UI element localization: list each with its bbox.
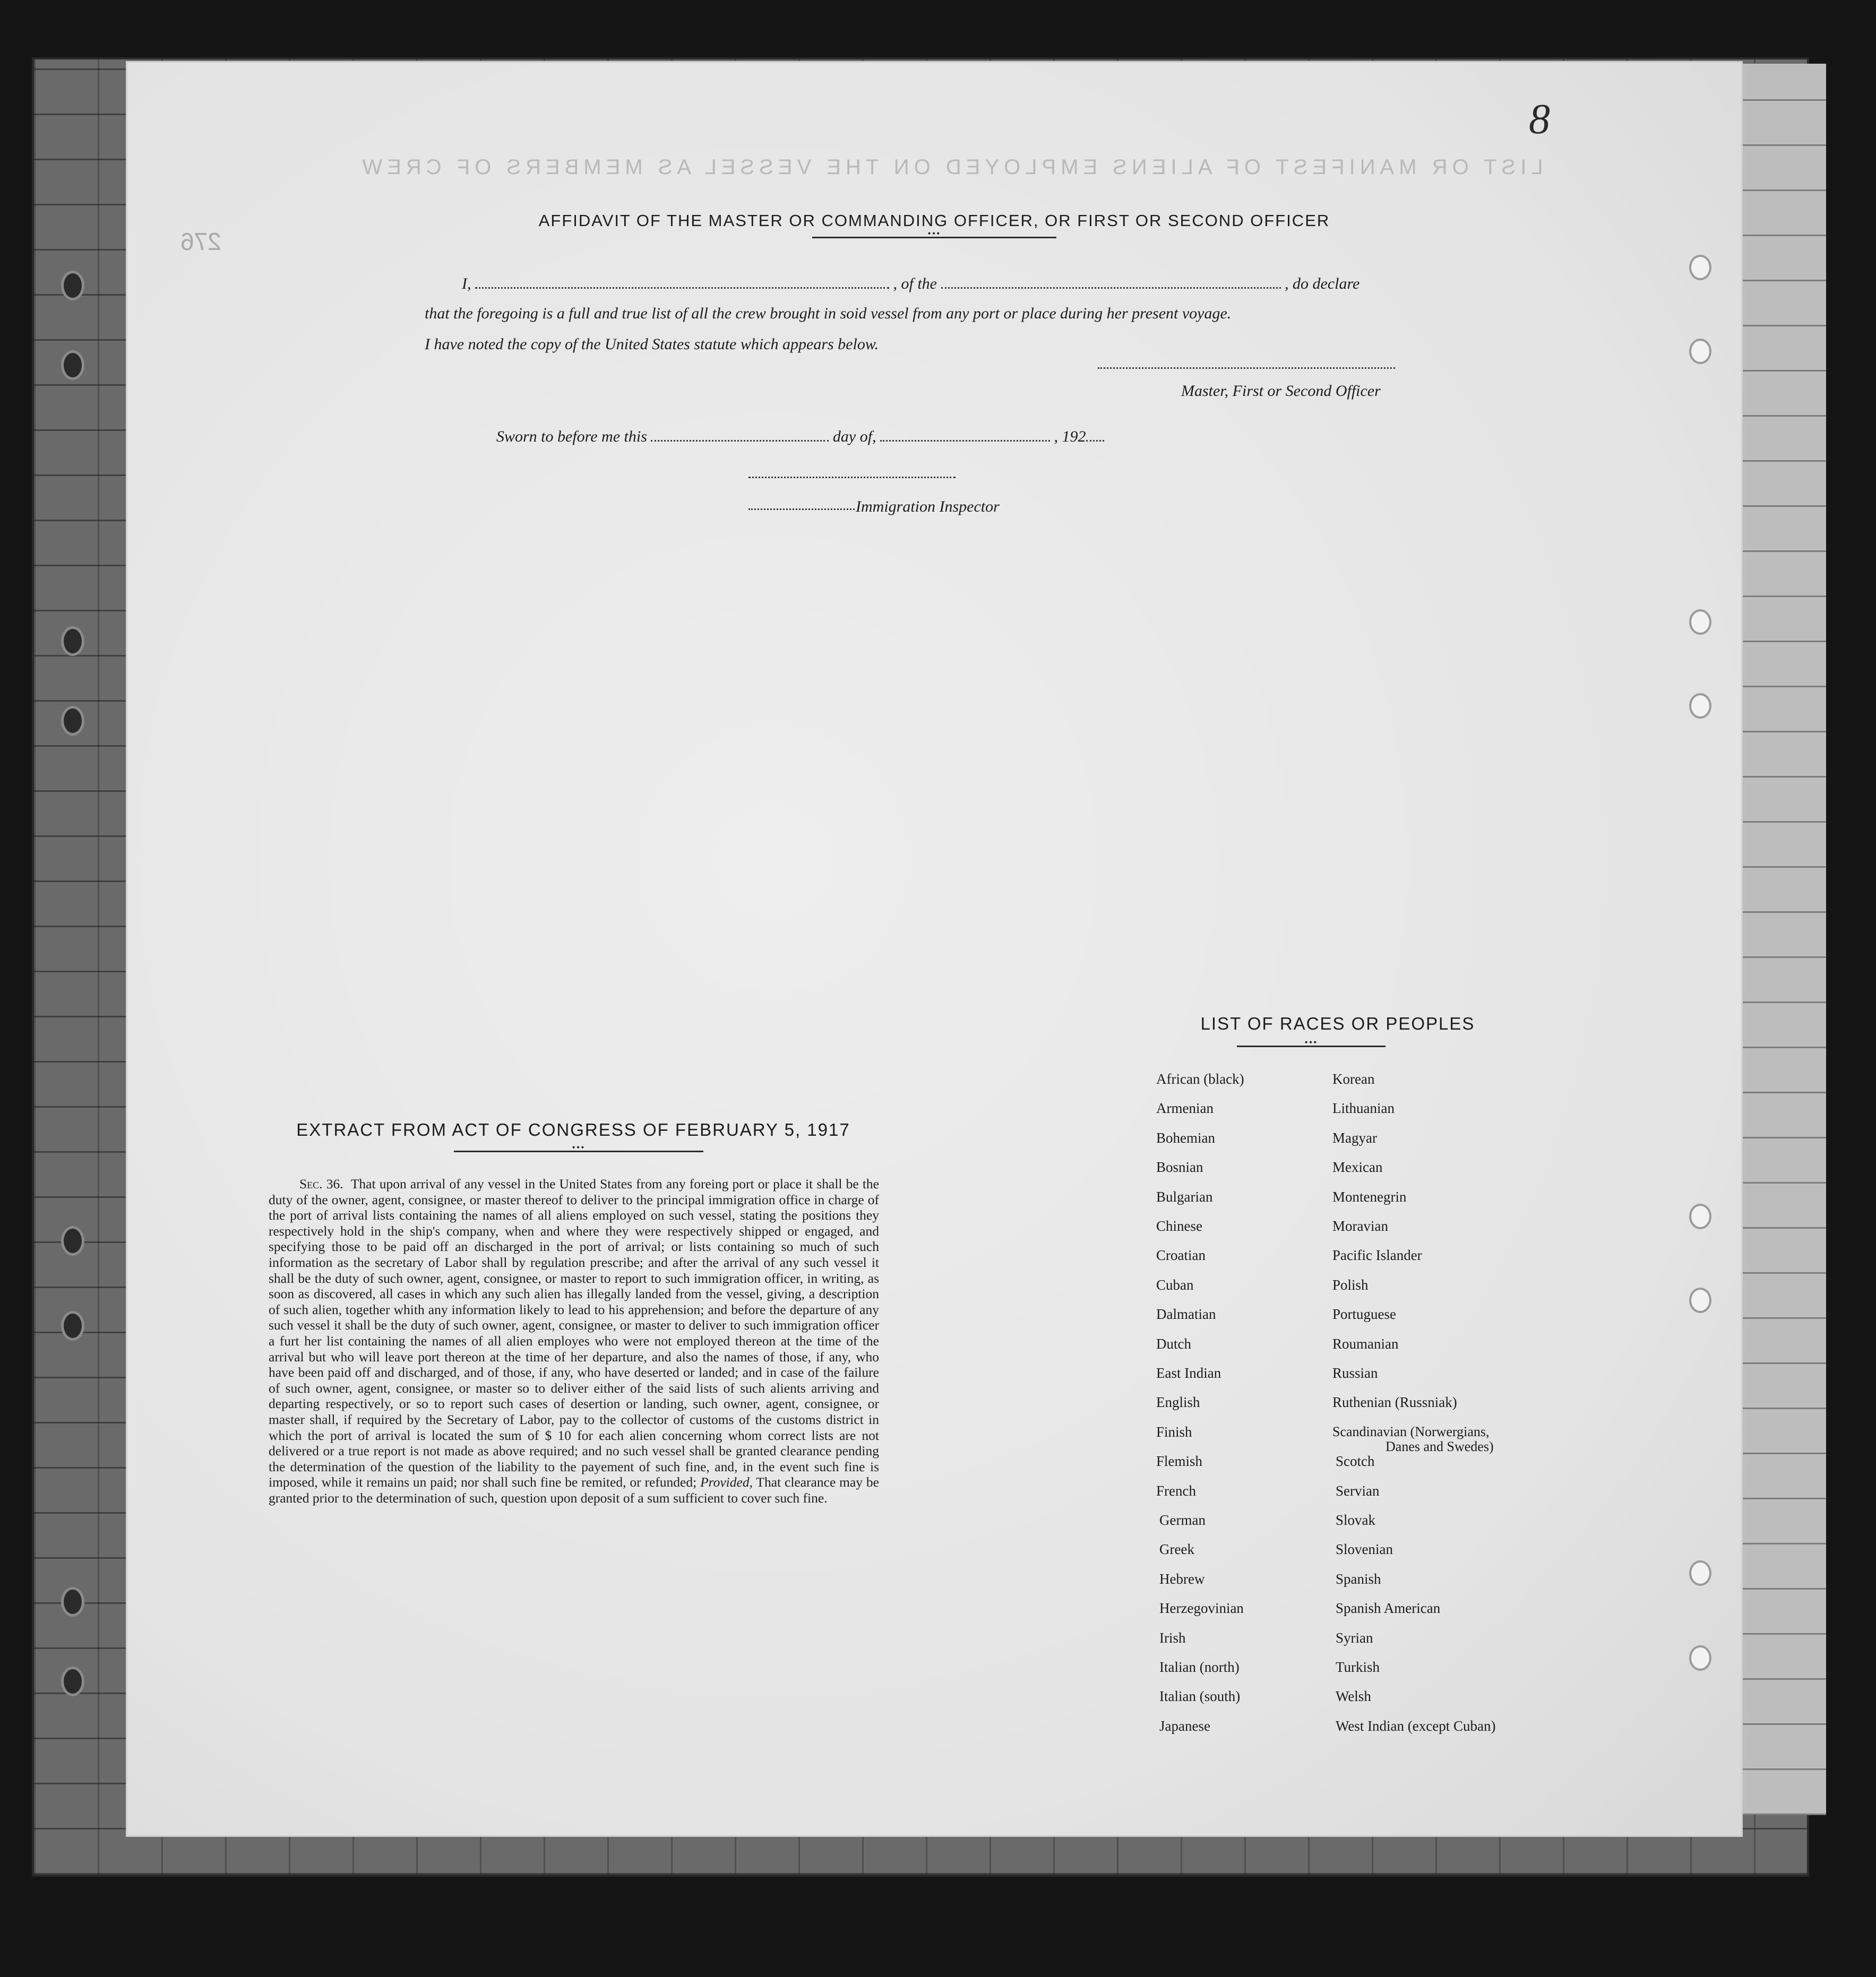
declarant-line [462,275,1359,293]
race-item: Herzegovinian [1159,1600,1244,1617]
race-item: Mexican [1332,1159,1383,1176]
race-item: Italian (south) [1159,1688,1241,1705]
race-item: Slovak [1336,1512,1376,1528]
title-ornament [812,237,1056,238]
race-item: Pacific Islander [1332,1247,1422,1264]
race-item: Croatian [1156,1247,1206,1264]
affidavit-sheet [127,63,1741,1835]
race-item: Magyar [1332,1129,1377,1146]
page-number-mark: 8 [1529,96,1550,143]
sworn-day-field[interactable] [651,440,829,442]
race-item: Korean [1332,1071,1375,1087]
race-item: Moravian [1332,1218,1388,1234]
binder-hole [61,626,84,656]
ring-hole [1689,609,1711,635]
section-number: 36. [326,1176,343,1192]
race-item: Lithuanian [1332,1100,1395,1117]
race-item: Scotch [1336,1453,1375,1470]
race-item: German [1159,1512,1206,1528]
binder-hole [61,1667,84,1696]
ring-hole [1689,1645,1711,1671]
master-signature-label: Master, First or Second Officer [1181,382,1381,400]
binder-hole [61,350,84,380]
extract-body [269,1176,879,1506]
race-item: Chinese [1156,1218,1202,1234]
binder-hole [61,1311,84,1341]
affidavit-title: AFFIDAVIT OF THE MASTER OR COMMANDING OFFICER, OR FIRST OR SECOND OFFICER [538,211,1330,230]
race-item: East Indian [1156,1365,1221,1381]
do-declare-label: , do declare [1285,275,1360,292]
extract-ornament [454,1151,703,1152]
race-item: Dalmatian [1156,1306,1216,1323]
inspector-label: Immigration Inspector [856,498,1000,515]
binder-hole [61,1226,84,1256]
sworn-line [496,428,1104,446]
races-ornament [1237,1046,1386,1047]
vessel-name-field[interactable] [941,287,1281,289]
race-item: Turkish [1336,1659,1380,1675]
race-item: Spanish American [1336,1600,1441,1617]
section-label: Sec. [299,1176,323,1192]
race-item: Irish [1159,1629,1186,1646]
sworn-year: , 192 [1054,428,1086,445]
bleed-through-heading: LIST OR MANIFEST OF ALIENS EMPLOYED ON THE VESSEL AS MEMBERS OF CREW [357,156,1543,179]
race-item: Flemish [1156,1453,1203,1470]
race-item: Bohemian [1156,1129,1215,1146]
races-title: LIST OF RACES OR PEOPLES [1200,1014,1475,1033]
race-item: Bosnian [1156,1159,1203,1176]
race-item: African (black) [1156,1071,1244,1087]
inspector-signature-field[interactable] [748,477,956,478]
race-item: Armenian [1156,1100,1214,1117]
race-item: Servian [1336,1482,1380,1499]
race-item: Cuban [1156,1276,1194,1293]
sworn-month-field[interactable] [880,440,1050,442]
binder-hole [61,1587,84,1617]
provided-word: Provided, [700,1474,753,1490]
sworn-year-field[interactable] [1086,440,1104,442]
statute-notice: I have noted the copy of the United States statute which appears below. [425,335,879,353]
extract-title: EXTRACT FROM ACT OF CONGRESS OF FEBRUARY 5, 1917 [296,1120,850,1139]
binder-hole [61,271,84,300]
race-item: French [1156,1482,1196,1499]
race-item: Spanish [1336,1570,1381,1587]
declaration-statement: that the foregoing is a full and true list of all the crew brought in soid vessel from any port or place during her present voyage. [425,305,1232,322]
race-item: Syrian [1336,1629,1373,1646]
declarant-name-field[interactable] [475,287,889,289]
race-item: Portuguese [1332,1306,1396,1323]
race-item: Russian [1332,1365,1378,1381]
ring-hole [1689,1560,1711,1586]
race-item: Italian (north) [1159,1659,1240,1675]
race-item: Roumanian [1332,1335,1399,1352]
bleed-through-stamp-number: 276 [180,228,221,255]
inspector-signature-leader [748,508,855,510]
ring-hole [1689,1204,1711,1229]
race-item: Greek [1159,1541,1194,1558]
provided-text: That clearance may be granted prior to the determination of such, question upon deposit of a sum sufficient to cover such fine. [269,1474,880,1506]
race-item: Bulgarian [1156,1188,1213,1205]
race-item: Scandinavian (Norwergians, [1332,1423,1490,1439]
race-item: Polish [1332,1276,1369,1293]
ring-hole [1689,1288,1711,1313]
race-item: Japanese [1159,1717,1210,1734]
race-item: Hebrew [1159,1570,1205,1587]
race-item: West Indian (except Cuban) [1336,1717,1496,1734]
declarant-pronoun: I, [462,275,471,292]
section-text: That upon arrival of any vessel in the United States from any foreing port or place it shall be the duty of the owner, agent, consignee, or master thereof to deliver to the principal immigration office in charge of the port of arrival lists containing the names of all aliens employed on such vessel, stating the positions they respectively hold in the ship's company, when and where they were respectively shipped or engaged, and specifying those to be paid off an discharged in the port of arrival; or lists containing so much of such information as the secretary of Labor shall by regulation prescribe; and after the arrival of any such vessel it shall be the duty of such owner, agent, consignee, or master to report to such immigration officer, in writing, as soon as discovered, all cases in which any such alien has illegally landed from the vessel, giving, a description of such alien, together whith any information likely to lead to his apprehension; and before the departure of any such vessel it shall be the duty of such owner, agent, consignee, or master to deliver to such immigration officer a furt her list containing the names of all alien employes who were not employed thereon at the time of the arrival but who will leave port thereon at the time of her departure, and also the names of those, if any, who have been paid off and discharged, and of those, if any, who have deserted or landed; and in case of the failure of such owner, agent, consignee, or master so to deliver either of the said lists of such alients arriving and departing respectively, or so to report such cases of desertion or landing, such owner, agent, consignee, or master shall, if required by the Secretary of Labor, pay to the collector of customs of the customs district in which the port of arrival is located the sum of $ 10 for each alien concerning whom correct lists are not delivered or a true report is not made as above required; and no such vessel shall be granted clearance pending the determination of the question of the liability to the payement of such fine, and, in the event such fine is imposed, while it remains un paid; nor shall such fine be remited, or refunded; [269,1176,879,1490]
binder-hole [61,706,84,736]
ring-hole [1689,339,1711,364]
of-the-label: , of the [893,275,937,292]
race-item: English [1156,1394,1200,1411]
ring-hole [1689,693,1711,719]
master-signature-field[interactable] [1098,367,1395,369]
race-item: Dutch [1156,1335,1191,1352]
race-item: Danes and Swedes) [1386,1438,1494,1454]
sworn-day-of: day of, [832,428,876,445]
race-item: Welsh [1336,1688,1371,1705]
race-item: Slovenian [1336,1541,1393,1558]
ring-hole [1689,255,1711,280]
race-item: Montenegrin [1332,1188,1407,1205]
race-item: Ruthenian (Russniak) [1332,1394,1457,1411]
race-item: Finish [1156,1423,1192,1440]
sworn-prefix: Sworn to before me this [496,428,647,445]
